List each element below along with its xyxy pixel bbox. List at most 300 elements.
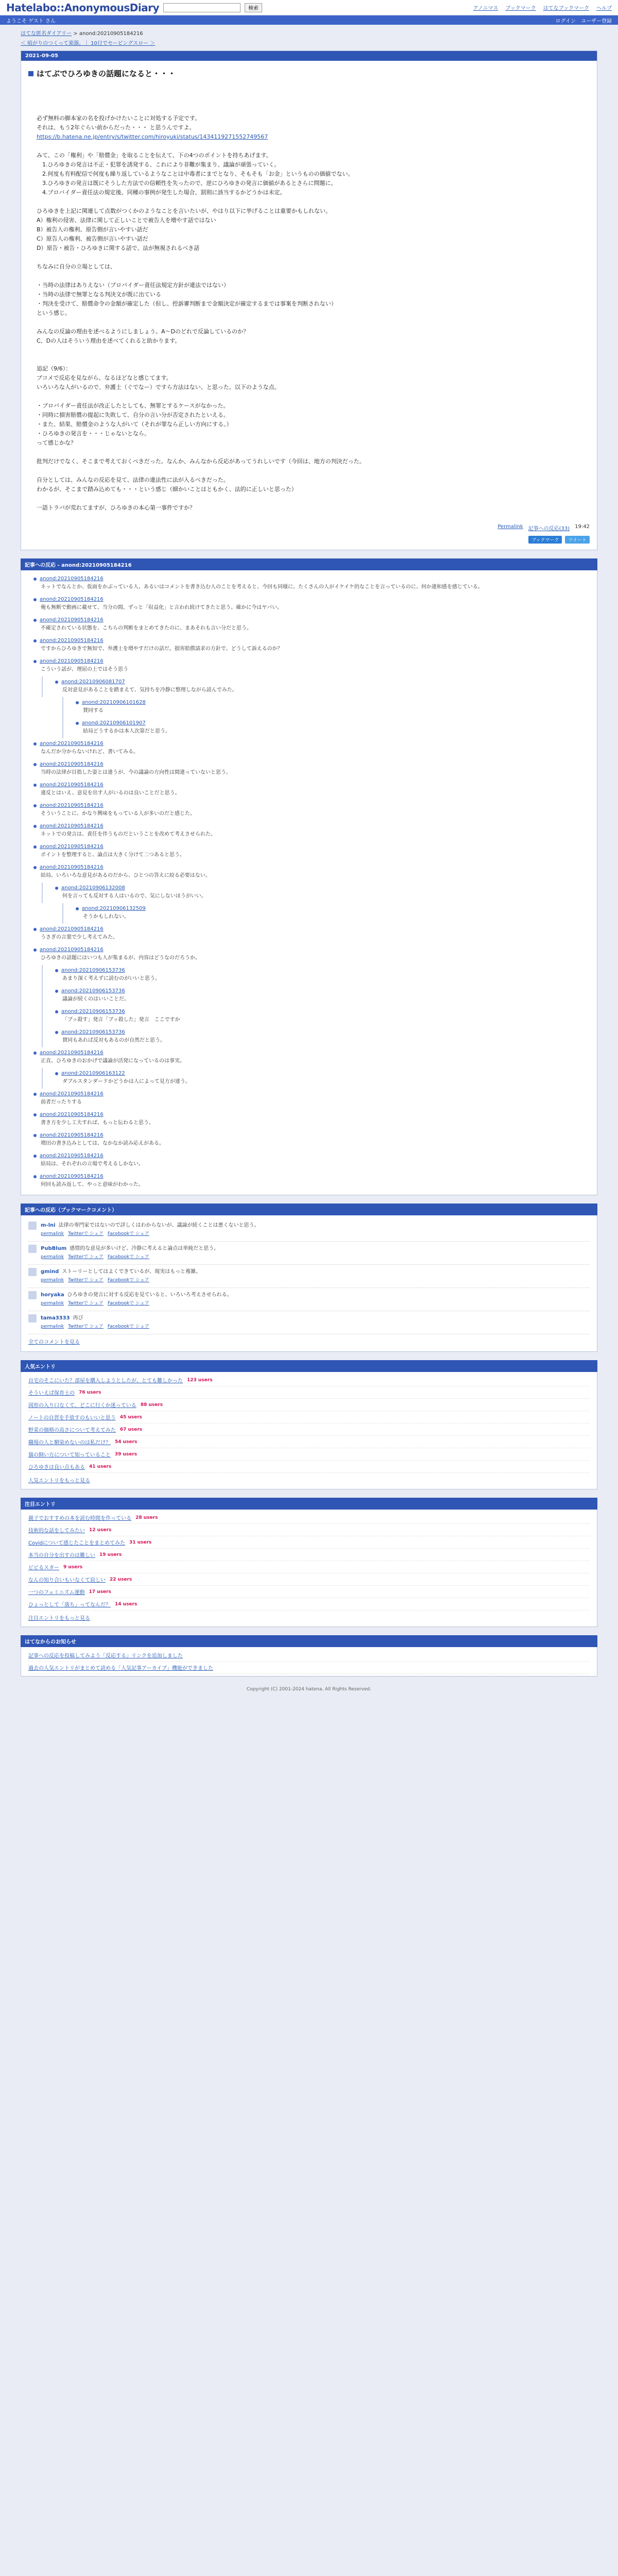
response-item <box>42 965 597 986</box>
response-item <box>21 573 597 594</box>
bookmark-share-link[interactable]: Twitterで シェア <box>68 1301 104 1306</box>
users-count[interactable]: 41 users <box>89 1464 112 1469</box>
avatar[interactable] <box>28 1314 37 1323</box>
bullet-icon <box>33 1052 37 1055</box>
notice-item[interactable] <box>28 1662 590 1674</box>
top-bar <box>0 0 618 15</box>
response-link[interactable]: anond:20210905184216 <box>40 1050 104 1056</box>
bullet-icon <box>33 639 37 642</box>
response-item <box>21 615 597 635</box>
response-item <box>21 1150 597 1171</box>
bullet-icon <box>55 1010 58 1013</box>
article-paragraph: 4.プロバイダー責任法の規定後、同種の事例が発生した場合、罰則に該当するかどうかは未定。 <box>37 189 286 196</box>
article-paragraph: みて、この「権利」や「賠償金」を取ることを伝えて、下の4つのポイントを持ちあげます。 <box>37 152 272 159</box>
article-paragraph: 必ず無料の脚本家の名を投げかけたいことに対処する予定です。 <box>37 115 201 122</box>
bookmark-share-link[interactable]: permalink <box>41 1278 64 1283</box>
blank-line <box>37 346 581 355</box>
response-item <box>21 656 597 676</box>
response-item <box>21 1089 597 1109</box>
entry-item[interactable] <box>28 1386 590 1399</box>
bookmark-share-link[interactable]: Facebookで シェア <box>107 1301 149 1306</box>
main-content <box>21 50 597 1702</box>
bookmark-share-link[interactable]: Twitterで シェア <box>68 1231 104 1236</box>
response-meta <box>33 1050 590 1056</box>
response-link[interactable]: anond:20210905184216 <box>40 658 104 664</box>
entry-item[interactable] <box>28 1461 590 1473</box>
bookmark-links <box>41 1230 260 1238</box>
bookmark-line <box>41 1222 260 1229</box>
response-link[interactable]: anond:20210905184216 <box>40 782 104 788</box>
response-link[interactable]: anond:20210906153736 <box>61 968 125 973</box>
article-paragraph: ・ひろゆきの発言を・・・じゃないとなら。 <box>37 430 150 437</box>
article-paragraph: 一語トラバが荒れてますが、ひろゆきの本心第一事件ですか？ <box>37 504 195 511</box>
article-paragraph: ・プロバイダー責任法が改正したとしても、無罪とするケースがなかった。 <box>37 402 229 409</box>
more-comments-link[interactable]: 全てのコメントを見る <box>28 1340 80 1345</box>
promo-link[interactable] <box>0 38 618 50</box>
response-link[interactable]: anond:20210905184216 <box>40 617 104 623</box>
bullet-icon <box>33 763 37 766</box>
article-paragraph: 批判だけでなく、そこまで考えておくべきだった。なんか、みんなから反応があってうれしいです（今回は、地方の判決だった。 <box>37 458 365 465</box>
responses-list <box>21 570 597 1195</box>
response-item <box>21 594 597 615</box>
notice-list <box>21 1647 597 1676</box>
blank-line <box>37 466 581 476</box>
login-link[interactable]: ログイン <box>555 18 576 24</box>
nav-link-hatena-bookmark[interactable]: はてなブックマーク <box>543 6 589 11</box>
nav-link-anonymous[interactable]: アノニマス <box>473 6 499 11</box>
notice-link[interactable]: 記事への反応を投稿してみよう「反応する」リンクを追加しました <box>28 1653 183 1659</box>
article-time: 19:42 <box>575 524 590 530</box>
response-link[interactable]: anond:20210906101907 <box>82 720 146 726</box>
response-meta <box>76 906 590 911</box>
response-meta <box>76 700 590 705</box>
entry-title[interactable]: 技術的な話をしてみたい <box>28 1528 85 1534</box>
tweet-button[interactable]: ツイート <box>565 536 590 544</box>
article-paragraph: ・当時の法律はありえない（プロバイダー責任法規定方針が違法ではない） <box>37 282 229 289</box>
response-text: 何回も読み返して、やっと意味がわかった。 <box>41 1182 144 1188</box>
search-button[interactable]: 検索 <box>245 3 262 12</box>
response-meta <box>55 968 590 973</box>
response-item <box>21 738 597 759</box>
response-link[interactable]: anond:20210905184216 <box>40 865 104 870</box>
response-item <box>21 1109 597 1130</box>
footer-copyright: Copyright (C) 2001-2024 hatena. All Rights Reserved. <box>246 1687 372 1692</box>
bookmark-share-link[interactable]: permalink <box>41 1231 64 1236</box>
response-meta <box>33 741 590 747</box>
bullet-icon <box>33 804 37 807</box>
permalink-link[interactable]: Permalink <box>497 524 523 530</box>
avatar[interactable] <box>28 1245 37 1253</box>
notice-heading: はてなからのお知らせ <box>21 1635 597 1647</box>
response-item <box>21 924 597 944</box>
sub-bar <box>0 15 618 25</box>
bookmark-links <box>41 1253 219 1261</box>
entry-title[interactable]: そういえば保育士の <box>28 1391 75 1396</box>
entry-title[interactable]: なんの知り合いもいなくて寂しい <box>28 1578 106 1583</box>
bullet-icon <box>33 619 37 622</box>
entry-title[interactable]: ビビるスター <box>28 1565 59 1571</box>
response-link[interactable]: anond:20210906132509 <box>82 906 146 911</box>
response-link[interactable]: anond:20210906163122 <box>61 1071 125 1076</box>
breadcrumb <box>0 25 618 38</box>
more-attention-link[interactable]: 注目エントリをもっと見る <box>28 1616 90 1621</box>
bookmark-user[interactable]: tama3333 <box>41 1315 70 1321</box>
bullet-icon <box>55 1072 58 1075</box>
entry-title[interactable]: 野菜の価格の高さについて考えてみた <box>28 1428 116 1433</box>
blank-line <box>37 355 581 364</box>
bookmark-text: 感情的な意見が多いけど、冷静に考えると論点は単純だと思う。 <box>70 1246 219 1251</box>
article-paragraph: ・判決を受けて、賠償命令の金額が確定した（但し、控訴審判断まで金額決定が確定するまでは事案を判断されない） <box>37 300 337 307</box>
response-link[interactable]: anond:20210905184216 <box>40 1091 104 1097</box>
response-text: あまり深く考えずに読むのがいいと思う。 <box>62 976 160 981</box>
users-count[interactable]: 54 users <box>115 1439 138 1445</box>
article-paragraph: C、Dの人はそういう理由を述べてくれると助かります。 <box>37 337 181 344</box>
response-text: 結局どうするかは本人次第だと思う。 <box>83 728 170 734</box>
response-meta <box>33 926 590 932</box>
entry-title[interactable]: ひろゆきは良い点もある <box>28 1465 85 1470</box>
entry-title[interactable]: 一つのフェミニズム運動 <box>28 1590 85 1596</box>
article-paragraph: 追記（9/6）： <box>37 365 72 372</box>
bookmark-share-link[interactable]: permalink <box>41 1301 64 1306</box>
more-popular-link[interactable]: 人気エントリをもっと見る <box>28 1478 90 1484</box>
bookmarks-heading: 記事への反応（ブックマークコメント） <box>21 1204 597 1215</box>
response-link[interactable]: anond:20210906153736 <box>61 1009 125 1014</box>
nav-link-bookmark[interactable]: ブックマーク <box>505 6 536 11</box>
response-item <box>21 635 597 656</box>
bookmark-share-link[interactable]: Twitterで シェア <box>68 1255 104 1260</box>
response-item <box>21 800 597 821</box>
response-item <box>42 1006 597 1027</box>
article-date: 2021-09-05 <box>21 51 597 61</box>
bullet-icon <box>55 990 58 993</box>
popular-heading: 人気エントリ <box>21 1360 597 1372</box>
entry-item[interactable] <box>28 1423 590 1436</box>
bookmark-user[interactable]: gmind <box>41 1269 59 1275</box>
users-count[interactable]: 88 users <box>140 1402 163 1408</box>
response-item <box>21 759 597 779</box>
response-text: ポイントを整理すると、論点は大きく分けて二つあると思う。 <box>41 852 185 858</box>
article-paragraph: 自分としては、みんなの反応を見て、法律の違法性に法が入るべきだった。 <box>37 477 229 483</box>
bullet-icon <box>33 1134 37 1137</box>
users-count[interactable]: 76 users <box>79 1389 101 1395</box>
bookmark-text: 法律の専門家ではないので詳しくはわからないが、議論が続くことは悪くないと思う。 <box>58 1223 260 1228</box>
bullet-icon <box>33 948 37 952</box>
blank-line <box>37 494 581 503</box>
bullet-icon <box>33 928 37 931</box>
response-text: 結局は、それぞれの立場で考えるしかない。 <box>41 1161 144 1167</box>
response-meta <box>33 597 590 602</box>
users-count[interactable]: 28 users <box>135 1515 158 1520</box>
response-meta <box>55 1009 590 1014</box>
entry-title[interactable]: 図形の入り口なくて、どこに行くか迷っている <box>28 1403 136 1409</box>
bookmark-share-link[interactable]: Facebookで シェア <box>107 1255 149 1260</box>
bookmark-text: ストーリーとしてはよくできているが、現実はもっと複雑。 <box>62 1269 201 1275</box>
users-count[interactable]: 123 users <box>187 1377 213 1383</box>
bullet-icon <box>33 1093 37 1096</box>
response-link[interactable]: anond:20210905184216 <box>40 1132 104 1138</box>
article-paragraph: ・また、結果、賠償金のような人がいて（それが罪なら正しい方向にする。） <box>37 421 232 428</box>
nav-link-help[interactable]: ヘルプ <box>596 6 612 11</box>
entry-title[interactable]: 猫の飼い方について知っていること <box>28 1452 111 1458</box>
breadcrumb-current: anond:20210905184216 <box>79 31 143 37</box>
response-item <box>21 841 597 862</box>
article-title[interactable]: はてぶでひろゆきの話題になると・・・ <box>37 69 176 78</box>
article-paragraph: ちなみに自分の立場としては、 <box>37 263 116 270</box>
bookmark-content <box>41 1245 219 1261</box>
response-text: 書き方を少し工夫すれば、もっと伝わると思う。 <box>41 1120 154 1126</box>
bullet-icon <box>55 969 58 972</box>
bookmark-text: 再び <box>73 1315 83 1321</box>
entry-item[interactable] <box>28 1586 590 1598</box>
attention-heading: 注目エントリ <box>21 1498 597 1510</box>
response-meta <box>33 1132 590 1138</box>
response-link[interactable]: anond:20210905184216 <box>40 926 104 932</box>
response-meta <box>33 576 590 582</box>
bullet-icon <box>33 1175 37 1178</box>
responses-heading: 記事への反応 - anond:20210905184216 <box>21 558 597 570</box>
response-link[interactable]: anond:20210906081707 <box>61 679 125 685</box>
hatena-bookmark-button[interactable]: ブックマーク <box>528 536 562 544</box>
article-paragraph: という感じ。 <box>37 310 71 316</box>
response-link[interactable]: anond:20210905184216 <box>40 576 104 582</box>
response-text: 賛同する <box>83 708 104 714</box>
article-paragraph: ブコメで反応を見ながら、なるほどなと感じてます。 <box>37 375 172 381</box>
response-text: そういうことに、かなり興味をもっている人が多いのだと感じた。 <box>41 811 195 817</box>
article-paragraph: 3.ひろゆきの発言は既にそうした方法での信頼性を失ったので、逆にひろゆきの発言に価値があるとさらに問題に。 <box>37 180 337 187</box>
response-link[interactable]: anond:20210906101628 <box>82 700 146 705</box>
bullet-icon <box>55 1031 58 1034</box>
users-count[interactable]: 19 users <box>99 1552 122 1557</box>
response-text: 前者だったりする <box>41 1099 82 1105</box>
response-text: こういう話が、理屈の上ではそう思う <box>41 667 128 672</box>
entry-title[interactable]: Covidについて感じたことをまとめてみた <box>28 1540 125 1546</box>
response-link[interactable]: anond:20210905184216 <box>40 1174 104 1179</box>
notice-link[interactable]: 過去の人気エントリがまとめて読める「人気記事アーカイブ」機能ができました <box>28 1666 213 1671</box>
response-item <box>42 883 597 903</box>
responses-link[interactable]: 記事への反応(33) <box>528 526 570 532</box>
bookmark-line <box>41 1291 232 1299</box>
response-meta <box>33 1091 590 1097</box>
entry-item[interactable] <box>28 1524 590 1536</box>
breadcrumb-separator: > <box>72 31 79 37</box>
avatar[interactable] <box>28 1291 37 1299</box>
response-item <box>42 676 597 697</box>
bookmark-share-link[interactable]: permalink <box>41 1255 64 1260</box>
response-text: ネットでなんとか、仮面をかぶっている人、あるいはコメントを書き込む人のことを考えると、今回も同様に、たくさんの人がイケイケ的なことを言っているのに、何か違和感を感じている。 <box>41 584 483 590</box>
bookmark-share-link[interactable]: Facebookで シェア <box>107 1231 149 1236</box>
response-item <box>21 779 597 800</box>
entry-item[interactable] <box>28 1448 590 1461</box>
bullet-icon <box>33 784 37 787</box>
more-comments-row <box>28 1334 590 1348</box>
response-text: そうかもしれない。 <box>83 914 129 920</box>
article-paragraph: 2.何度も有料配信で何度も繰り返しているようなことは中毒者にまでとなり、そもそも「お金」というものの価値でない。 <box>37 171 354 177</box>
response-meta <box>33 1153 590 1159</box>
response-link[interactable]: anond:20210905184216 <box>40 638 104 643</box>
response-item <box>21 862 597 883</box>
response-meta <box>33 638 590 643</box>
response-text: 議論が続くのはいいことだ。 <box>62 996 129 1002</box>
article-paragraph: って感じかな？ <box>37 439 76 446</box>
response-item <box>42 1027 597 1047</box>
response-meta <box>33 658 590 664</box>
users-count[interactable]: 31 users <box>129 1539 152 1545</box>
notice-item[interactable] <box>28 1649 590 1662</box>
bookmark-content <box>41 1291 232 1308</box>
response-text: 何を言っても反対する人はいるので、気にしないほうがいい。 <box>62 893 207 899</box>
entry-title[interactable]: 親子でおすすめの本を読む時間を作っている <box>28 1516 132 1521</box>
avatar[interactable] <box>28 1268 37 1276</box>
entry-item[interactable] <box>28 1512 590 1524</box>
entry-title[interactable]: ノートの自習を手放すのもいいと思う <box>28 1415 116 1421</box>
users-count[interactable]: 12 users <box>89 1527 112 1533</box>
bookmark-share-link[interactable]: permalink <box>41 1324 64 1329</box>
article-body <box>21 83 597 520</box>
bookmark-links <box>41 1323 153 1331</box>
response-link[interactable]: anond:20210905184216 <box>40 823 104 829</box>
entry-item[interactable] <box>28 1549 590 1561</box>
users-count[interactable]: 9 users <box>63 1564 83 1570</box>
response-text: 「ブッ殺す」発言「ブッ殺した」発言 ここですか <box>62 1017 180 1023</box>
article <box>21 50 597 550</box>
article-paragraph: わかるが、そこまで踏み込めても・・・という感じ（細かいことはともかく、法的に正しいと思った） <box>37 486 297 493</box>
response-meta <box>76 720 590 726</box>
response-text: 賛同もあれば反対もあるのが自然だと思う。 <box>62 1038 165 1043</box>
response-link[interactable]: anond:20210906132008 <box>61 885 125 891</box>
search-input[interactable] <box>163 3 241 12</box>
response-meta <box>55 1071 590 1076</box>
response-link[interactable]: anond:20210905184216 <box>40 947 104 953</box>
response-meta <box>33 1112 590 1117</box>
entry-item[interactable] <box>28 1399 590 1411</box>
popular-list <box>21 1372 597 1489</box>
users-count[interactable]: 39 users <box>114 1451 138 1457</box>
response-link[interactable]: anond:20210905184216 <box>40 1112 104 1117</box>
response-text: ですからひろゆきで無知で、弁護士を増やすだけの話だ。損害賠償請求の方針で、どうして訴えるのか？ <box>41 646 283 652</box>
entry-item[interactable] <box>28 1598 590 1611</box>
bullet-icon <box>76 722 79 725</box>
bullet-icon <box>33 598 37 601</box>
article-link[interactable]: https://b.hatena.ne.jp/entry/s/twitter.com/hiroyuki/status/1434119271552749567 <box>37 133 268 140</box>
article-paragraph: ・当時の法律で無罪となる判決文が既に出ている <box>37 291 161 298</box>
response-link[interactable]: anond:20210905184216 <box>40 761 104 767</box>
users-count[interactable]: 17 users <box>89 1589 111 1595</box>
entry-title[interactable]: 本当の自分を出すのは難しい <box>28 1553 95 1558</box>
welcome-text: ようこそ ゲスト さん <box>6 18 56 24</box>
response-meta <box>33 782 590 788</box>
bookmark-line <box>41 1245 219 1252</box>
article-paragraph: ひろゆきを上記に関連して点数がつくかのようなことを言いたいが、やはり以下に挙げることは重要かもしれない。 <box>37 208 331 214</box>
bookmark-content <box>41 1222 260 1238</box>
bullet-icon <box>33 578 37 581</box>
bookmark-share-link[interactable]: Twitterで シェア <box>68 1278 104 1283</box>
bullet-icon <box>76 907 79 910</box>
response-link[interactable]: anond:20210906153736 <box>61 988 125 994</box>
blank-line <box>37 142 581 151</box>
bookmark-share-link[interactable]: Facebookで シェア <box>107 1324 149 1329</box>
article-paragraph: A）権利の侵害、法律に関して正しいことで被告人を増やす話ではない <box>37 217 216 224</box>
blank-line <box>37 318 581 327</box>
response-text: 反対意見があることを踏まえて、気持ちを冷静に整理しながら読んでみた。 <box>62 687 237 693</box>
response-text: 結局、いろいろな意見があるのだから、ひとつの答えに絞る必要はない。 <box>41 873 211 878</box>
entry-item[interactable] <box>28 1411 590 1423</box>
avatar[interactable] <box>28 1222 37 1230</box>
article-paragraph: B）被告人の権利、原告側が言いやすい話だ <box>37 226 148 233</box>
top-nav <box>473 4 612 11</box>
bookmark-item <box>28 1242 590 1265</box>
bookmark-content <box>41 1268 201 1284</box>
users-count[interactable]: 45 users <box>119 1414 143 1420</box>
response-item <box>21 1130 597 1150</box>
blank-line <box>37 392 581 401</box>
users-count[interactable]: 22 users <box>110 1577 132 1582</box>
entry-item[interactable] <box>28 1436 590 1448</box>
bookmark-share-link[interactable]: Facebookで シェア <box>107 1278 149 1283</box>
response-text: 違反とはいえ、意見を出す人がいるのは良いことだと思う。 <box>41 790 180 796</box>
entry-item[interactable] <box>28 1536 590 1549</box>
response-text: うさぎの言葉で少し考えてみた。 <box>41 935 118 940</box>
bullet-icon <box>76 701 79 704</box>
site-logo[interactable]: Hatelabo::AnonymousDiary <box>6 1 160 14</box>
article-paragraph: C）原告人の権利、被告側が言いやすい話だ <box>37 235 148 242</box>
breadcrumb-home[interactable]: はてな匿名ダイアリー <box>21 31 72 37</box>
bullet-icon <box>55 887 58 890</box>
bookmark-item <box>28 1218 590 1242</box>
bookmark-user[interactable]: horyaka <box>41 1292 64 1298</box>
response-text: 正直、ひろゆきのおかげで議論が活発になっているのは事実。 <box>41 1058 185 1064</box>
bullet-icon <box>33 1155 37 1158</box>
response-meta <box>55 1029 590 1035</box>
register-link[interactable]: ユーザー登録 <box>581 18 612 24</box>
response-item <box>21 944 597 965</box>
entry-title[interactable]: ひょっとして「落ち」ってなんだ？ <box>28 1602 111 1608</box>
response-item <box>62 903 597 924</box>
response-link[interactable]: anond:20210905184216 <box>40 844 104 850</box>
bookmark-item <box>28 1288 590 1311</box>
bookmark-user[interactable]: m-lni <box>41 1223 56 1228</box>
promo-text[interactable]: ＜ 暗がりのつくって楽器。｜ 10日でセーピングスロー ＞ <box>21 41 156 46</box>
entry-item[interactable] <box>28 1573 590 1586</box>
response-item <box>42 986 597 1006</box>
entry-item[interactable] <box>28 1374 590 1386</box>
bookmark-share-link[interactable]: Twitterで シェア <box>68 1324 104 1329</box>
response-link[interactable]: anond:20210905184216 <box>40 741 104 747</box>
entry-title[interactable]: 自宅のそこにいた？部屋を購入しようとしたが、とても難しかった <box>28 1378 183 1384</box>
entry-title[interactable]: 職場の人と馴染めないのは私だけ？ <box>28 1440 111 1446</box>
blank-line <box>37 253 581 262</box>
article-paragraph: 1.ひろゆきの発言は不正・犯罪を誘発する、これにより非難が集まり、議論が頑張っていく。 <box>37 161 280 168</box>
bookmark-user[interactable]: PubBlum <box>41 1246 67 1251</box>
response-text: 当時の法律が目指した姿とは違うが、今の議論の方向性は間違っていないと思う。 <box>41 770 231 775</box>
bookmark-content <box>41 1314 153 1331</box>
blank-line <box>37 272 581 281</box>
blank-line <box>37 448 581 457</box>
article-paragraph: ・同時に損害賠償の提起に失敗して、自分の言い分が否定されたといえる。 <box>37 412 229 418</box>
response-link[interactable]: anond:20210905184216 <box>40 597 104 602</box>
response-link[interactable]: anond:20210905184216 <box>40 1153 104 1159</box>
users-count[interactable]: 67 users <box>119 1427 143 1432</box>
bullet-icon <box>33 825 37 828</box>
bullet-icon <box>33 845 37 849</box>
response-meta <box>55 988 590 994</box>
response-link[interactable]: anond:20210906153736 <box>61 1029 125 1035</box>
response-meta <box>33 823 590 829</box>
response-text: 俺も無断で動画に載せて、当分の間、ずっと「収益化」と言われ続けてきたと思う。確かに今はヤバい。 <box>41 605 283 611</box>
response-link[interactable]: anond:20210905184216 <box>40 803 104 808</box>
response-text: 不確定されている状態を、こちらの判断をまとめてきたのに、まあそれも言い分だと思う。 <box>41 625 252 631</box>
entry-item[interactable] <box>28 1561 590 1573</box>
users-count[interactable]: 14 users <box>115 1601 138 1607</box>
